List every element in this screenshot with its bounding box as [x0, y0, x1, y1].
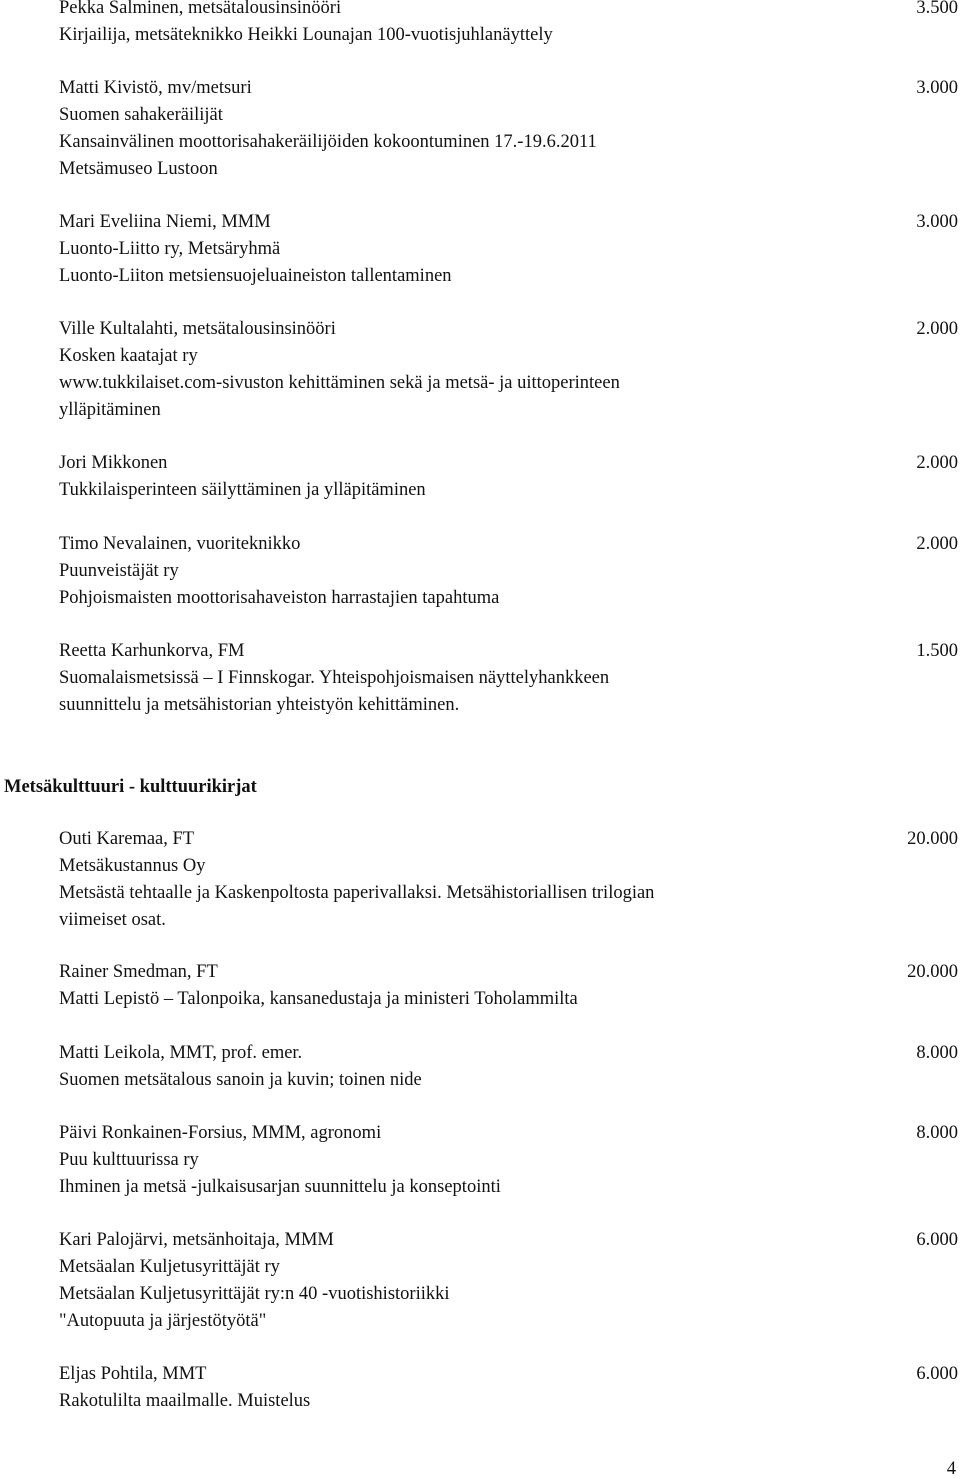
project-line: Puu kulttuurissa ry — [59, 1150, 199, 1170]
grant-amount: 2.000 — [916, 453, 958, 473]
project-line: viimeiset osat. — [59, 910, 166, 930]
recipient-name: Rainer Smedman, FT — [59, 962, 218, 982]
grant-entry — [59, 828, 960, 936]
grant-entry — [59, 1122, 960, 1203]
project-line: Kirjailija, metsäteknikko Heikki Lounajan 100-vuotisjuhlanäyttely — [59, 25, 553, 45]
grant-entry — [59, 318, 960, 426]
recipient-name: Reetta Karhunkorva, FM — [59, 641, 245, 661]
grant-entry — [59, 1363, 960, 1417]
recipient-name: Timo Nevalainen, vuoriteknikko — [59, 534, 301, 554]
project-line: Suomen sahakeräilijät — [59, 105, 223, 125]
recipient-name: Päivi Ronkainen-Forsius, MMM, agronomi — [59, 1123, 382, 1143]
project-line: Metsäalan Kuljetusyrittäjät ry:n 40 -vuotishistoriikki — [59, 1284, 450, 1304]
grant-amount: 20.000 — [907, 962, 958, 982]
project-line: "Autopuuta ja järjestötyötä" — [59, 1311, 267, 1331]
page-number: 4 — [946, 1459, 956, 1479]
project-line: Metsäalan Kuljetusyrittäjät ry — [59, 1257, 280, 1277]
grant-entry — [59, 533, 960, 614]
grant-entry — [59, 640, 960, 721]
project-line: Metsästä tehtaalle ja Kaskenpoltosta paperivallaksi. Metsähistoriallisen trilogian — [59, 883, 655, 903]
grant-amount: 6.000 — [916, 1364, 958, 1384]
grant-entry — [59, 1042, 960, 1096]
grant-entry — [59, 77, 960, 185]
grant-entry — [59, 1229, 960, 1337]
project-line: Metsämuseo Lustoon — [59, 159, 218, 179]
grant-amount: 2.000 — [916, 319, 958, 339]
grant-amount: 8.000 — [916, 1123, 958, 1143]
project-line: suunnittelu ja metsähistorian yhteistyön kehittäminen. — [59, 695, 460, 715]
project-line: Ihminen ja metsä -julkaisusarjan suunnittelu ja konseptointi — [59, 1177, 501, 1197]
project-line: Kansainvälinen moottorisahakeräilijöiden kokoontuminen 17.-19.6.2011 — [59, 132, 597, 152]
project-line: Kosken kaatajat ry — [59, 346, 198, 366]
section-heading: Metsäkulttuuri - kulttuurikirjat — [4, 777, 257, 797]
recipient-name: Outi Karemaa, FT — [59, 829, 195, 849]
project-line: Puunveistäjät ry — [59, 561, 179, 581]
project-line: Suomalaismetsissä – I Finnskogar. Yhteispohjoismaisen näyttelyhankkeen — [59, 668, 610, 688]
grant-amount: 6.000 — [916, 1230, 958, 1250]
project-line: Luonto-Liiton metsiensuojeluaineiston tallentaminen — [59, 266, 452, 286]
grant-entry — [59, 0, 960, 51]
grant-entry — [59, 961, 960, 1015]
project-line: Matti Lepistö – Talonpoika, kansanedustaja ja ministeri Toholammilta — [59, 989, 578, 1009]
recipient-name: Eljas Pohtila, MMT — [59, 1364, 207, 1384]
project-line: Rakotulilta maailmalle. Muistelus — [59, 1391, 311, 1411]
project-line: ylläpitäminen — [59, 400, 161, 420]
grant-amount: 1.500 — [916, 641, 958, 661]
grant-amount: 8.000 — [916, 1043, 958, 1063]
grant-amount: 3.000 — [916, 78, 958, 98]
grant-amount: 3.000 — [916, 212, 958, 232]
recipient-name: Ville Kultalahti, metsätalousinsinööri — [59, 319, 336, 339]
recipient-name: Jori Mikkonen — [59, 453, 168, 473]
recipient-name: Mari Eveliina Niemi, MMM — [59, 212, 271, 232]
grant-amount: 2.000 — [916, 534, 958, 554]
grant-entry — [59, 452, 960, 506]
grant-entry — [59, 211, 960, 292]
project-line: Suomen metsätalous sanoin ja kuvin; toinen nide — [59, 1070, 422, 1090]
project-line: Metsäkustannus Oy — [59, 856, 206, 876]
grant-amount: 3.500 — [916, 0, 958, 18]
project-line: Luonto-Liitto ry, Metsäryhmä — [59, 239, 281, 259]
recipient-name: Pekka Salminen, metsätalousinsinööri — [59, 0, 342, 18]
project-line: Pohjoismaisten moottorisahaveiston harrastajien tapahtuma — [59, 588, 500, 608]
project-line: Tukkilaisperinteen säilyttäminen ja ylläpitäminen — [59, 480, 426, 500]
recipient-name: Matti Kivistö, mv/metsuri — [59, 78, 252, 98]
recipient-name: Kari Palojärvi, metsänhoitaja, MMM — [59, 1230, 334, 1250]
project-line: www.tukkilaiset.com-sivuston kehittäminen sekä ja metsä- ja uittoperinteen — [59, 373, 620, 393]
recipient-name: Matti Leikola, MMT, prof. emer. — [59, 1043, 303, 1063]
grant-amount: 20.000 — [907, 829, 958, 849]
